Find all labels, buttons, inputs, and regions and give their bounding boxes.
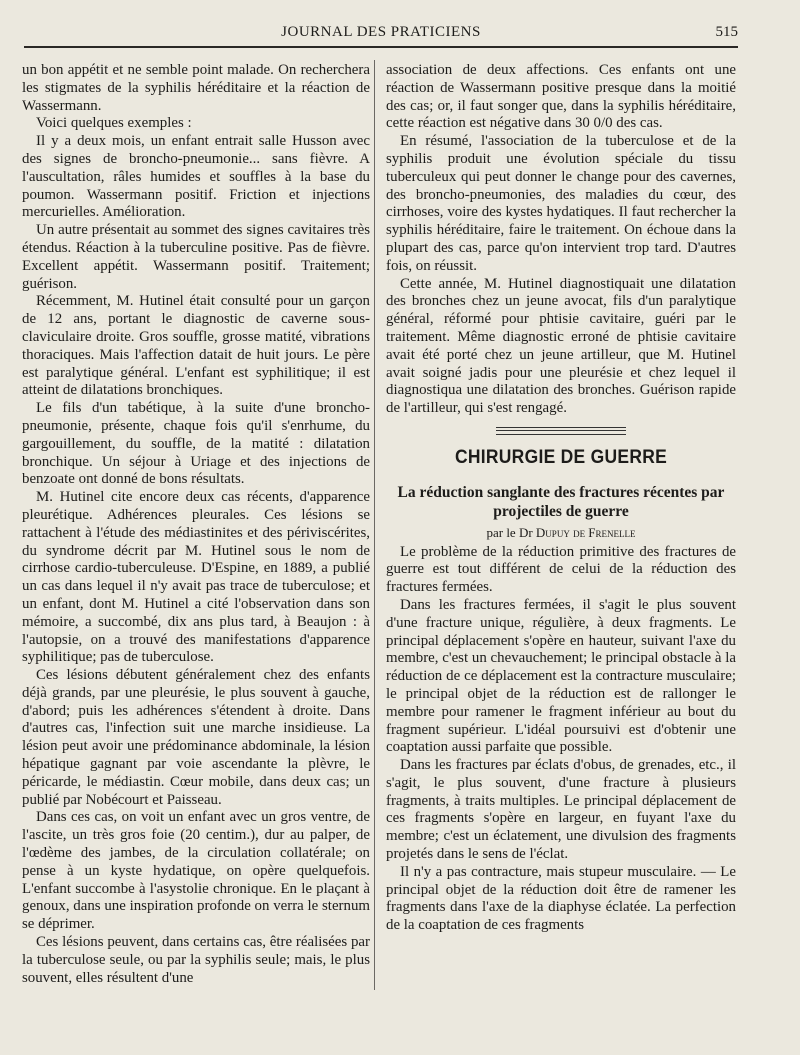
paragraph: En résumé, l'association de la tuberculose et de la syphilis produit une évolution spéciale du tissu tuberculeux qui peut donner le change pour des cavernes, des broncho-pneumonies, des maladies du cœur, des cirrhoses, voire des kystes hydatiques. Il faut rechercher la syphilis héréditaire, faire le traitement. On échoue dans la plupart des cas, parce qu'on intervient trop tard. D'autres fois, on réussit. <box>386 133 736 274</box>
paragraph: Il n'y a pas contracture, mais stupeur musculaire. — Le principal objet de la réduction doit être de ramener les fragments dans l'axe de la diaphyse éclatée. La perfection de la coaptation de ces fragments <box>386 863 736 934</box>
paragraph: Dans les fractures fermées, il s'agit le plus souvent d'une fracture unique, régulière, à deux fragments. Le principal déplacement s'opère en hauteur, suivant l'axe du membre, c'est un chevauchement; le principal obstacle à la réduction de ce déplacement est la contracture musculaire; le principal objet de la réduction est de rallonger le membre pour ramener le fragment inférieur au bout du fragment supérieur. L'idéal poursuivi est d'obtenir une coaptation aussi parfaite que possible. <box>386 596 736 756</box>
paragraph: Le problème de la réduction primitive des fractures de guerre est tout différent de celui de la réduction des fractures fermées. <box>386 543 736 596</box>
paragraph: Ces lésions débutent généralement chez des enfants déjà grands, par une pleurésie, le plus souvent à gauche, d'abord; puis les adhérences s'étendent à droite. Dans d'autres cas, l'infection suit une marche insidieuse. La lésion peut avoir une prédominance abdominale, la lésion hépatique gagnant par voie ascendante la plèvre, le péricarde, le médiastin. Cœur mobile, dans deux cas; un publié par Nobécourt et Paisseau. <box>22 667 370 808</box>
paragraph: association de deux affections. Ces enfants ont une réaction de Wassermann positive presque dans la moitié des cas; or, il faut songer que, dans la syphilis héréditaire, cette réaction est négative dans 30 0/0 des cas. <box>386 62 736 132</box>
paragraph: Un autre présentait au sommet des signes cavitaires très étendus. Réaction à la tuberculine positive. Pas de fièvre. Excellent appétit. Wassermann positif. Traitement; guérison. <box>22 222 370 292</box>
paragraph: M. Hutinel cite encore deux cas récents, d'apparence pleurétique. Adhérences pleurales. Ces lésions se rattachent à l'étude des médiastinites et des périviscérites, du syndrome décrit par M. Hutinel sous le nom de cirrhose cardio-tuberculeuse. D'Espine, en 1889, a publié un cas dans lequel il n'y avait pas trace de tuberculose; et un enfant, dont M. Hutinel a cité l'observation dans son mémoire, a succombé, dix ans plus tard, à Beaujon : à l'autopsie, on a trouvé des manifestations d'apparence syphilitique; pas de tuberculose. <box>22 489 370 666</box>
paragraph: Il y a deux mois, un enfant entrait salle Husson avec des signes de broncho-pneumonie... sans fièvre. A l'auscultation, râles humides et souffles à la base du poumon. Wassermann positif. Friction et injections mercurielles. Amélioration. <box>22 133 370 221</box>
section-title: CHIRURGIE DE GUERRE <box>454 446 668 468</box>
column-divider <box>374 60 375 990</box>
paragraph: Dans ces cas, on voit un enfant avec un gros ventre, de l'ascite, un très gros foie (20 centim.), dur au palper, de l'œdème des jambes, de la circulation collatérale; on pense à un kyste hydatique, on opère quelquefois. L'enfant succombe à l'asystolie chronique. En le plaçant à genoux, dans une inspiration profonde on verra le sternum se déprimer. <box>22 809 370 933</box>
byline-prefix: par le Dr <box>486 524 533 540</box>
page-number: 515 <box>715 24 738 40</box>
paragraph: Récemment, M. Hutinel était consulté pour un garçon de 12 ans, portant le diagnostic de caverne sous-claviculaire droite. Gros souffle, grosse matité, vibrations thoraciques. Mais l'affection datait de huit jours. Le père est paralytique général. L'enfant est syphilitique; il est atteint de dilatations bronchiques. <box>22 293 370 399</box>
left-column <box>22 62 370 987</box>
article-title: La réduction sanglante des fractures récentes par projectiles de guerre <box>397 483 725 520</box>
paragraph: Voici quelques exemples : <box>36 115 192 132</box>
article-byline <box>386 524 736 542</box>
paragraph: Dans les fractures par éclats d'obus, de grenades, etc., il s'agit, le plus souvent, d'une fracture à plusieurs fragments, à traits multiples. Le principal déplacement de ces fragments s'opère en largeur, en fuyant l'axe du membre; c'est un éclatement, une divulsion des fragments projetés dans le sens de l'éclat. <box>386 757 736 863</box>
paragraph: Cette année, M. Hutinel diagnostiquait une dilatation des bronches chez un jeune avocat, fils d'un paralytique général, réformé pour phtisie cavitaire, guéri par le traitement. Même diagnostic erroné de phtisie cavitaire avait été porté chez un jeune artilleur, que M. Hutinel avait soigné jadis pour une pleurésie et chez lequel il diagnostiqua une dilatation des bronches. Guérison rapide de l'artilleur, qui s'est rengagé. <box>386 275 736 417</box>
running-title: JOURNAL DES PRATICIENS <box>281 24 481 40</box>
byline-author: Dupuy de Frenelle <box>535 524 636 540</box>
paragraph: un bon appétit et ne semble point malade. On recherchera les stigmates de la syphilis héréditaire et la réaction de Wassermann. <box>22 62 370 114</box>
paragraph: Le fils d'un tabétique, à la suite d'une broncho-pneumonie, présente, chaque fois qu'il s'enrhume, du gargouillement, du souffle, de la matité : dilatation bronchique. Un séjour à Uriage et des injections de benzoate ont donné de bons résultats. <box>22 400 370 488</box>
right-column <box>386 62 736 935</box>
page-header <box>24 22 738 48</box>
paragraph: Ces lésions peuvent, dans certains cas, être réalisées par la tuberculose seule, ou par la syphilis seule; mais, le plus souvent, elles résultent d'une <box>22 934 370 986</box>
section-separator-rule <box>496 427 626 435</box>
